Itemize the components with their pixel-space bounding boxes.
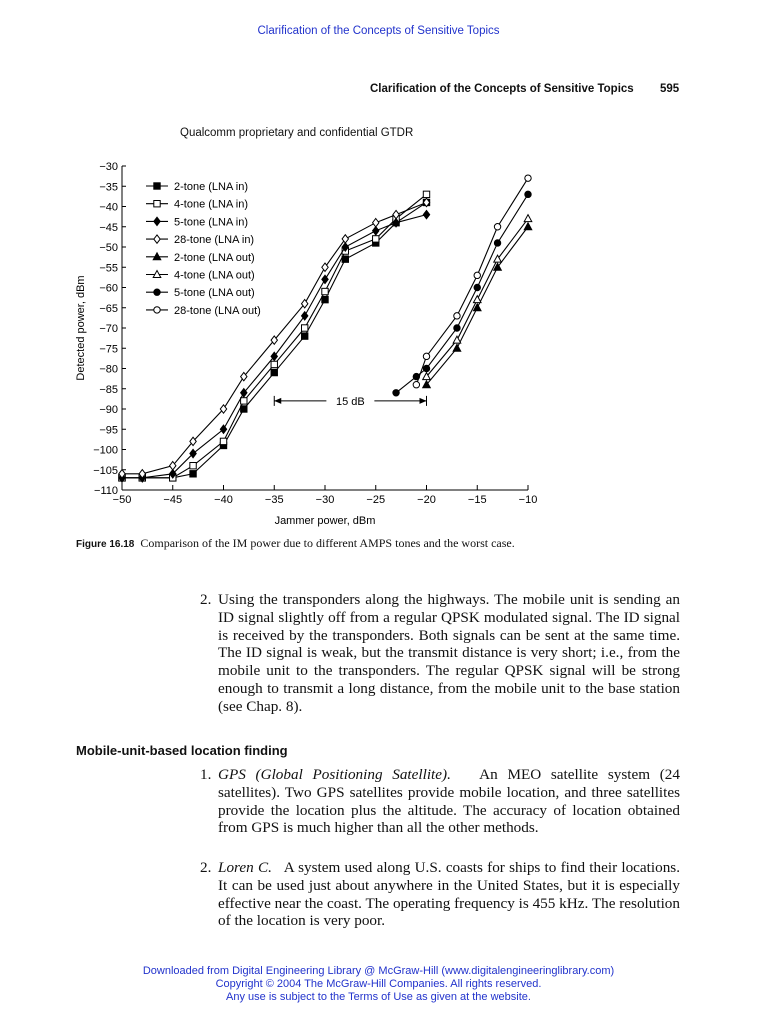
data-point-marker [474,284,480,290]
footer-terms[interactable]: Any use is subject to the Terms of Use as given at the website. [226,991,531,1003]
annotation-arrowhead [274,398,281,404]
data-point-marker [322,296,328,302]
list-item-term: Loren C. [218,859,272,876]
legend-label: 5-tone (LNA out) [174,287,255,300]
annotation-arrowhead [420,398,427,404]
series-28-tone-lna-in [119,198,430,478]
data-point-marker [524,215,532,222]
data-point-marker [154,235,160,243]
y-tick-label: −35 [99,181,118,194]
data-point-marker [423,191,429,197]
data-point-marker [241,406,247,412]
x-tick-label: −15 [467,494,487,506]
list-item-gps [200,766,680,837]
legend-label: 5-tone (LNA in) [174,216,248,229]
x-tick-label: −35 [264,494,284,506]
page-number: 595 [660,83,680,95]
running-title: Clarification of the Concepts of Sensitive Topics [370,83,634,95]
x-tick-label: −40 [214,494,233,506]
x-axis-label: Jammer power, dBm [274,515,376,527]
y-tick-label: −50 [99,242,118,254]
y-tick-label: −85 [99,383,118,396]
data-point-marker [154,217,160,225]
y-tick-label: −75 [99,343,118,356]
data-point-marker [373,236,379,242]
legend-label: 4-tone (LNA in) [174,198,248,211]
x-tick-label: −50 [112,494,132,506]
figure-caption-text: Comparison of the IM power due to different AMPS tones and the worst case. [140,536,515,550]
data-point-marker [190,471,196,477]
list-item-text: Using the transponders along the highways. The mobile unit is sending an ID signal slightly off from a regular QPSK modulated signal. The ID signal is received by the transponders. Both signals can be sent at the same time. The ID signal is weak, but the transmit distance is very short; i.e., from the mobile unit to the transponders. The regular QPSK signal will be strong enough to transmit a long distance, from the mobile unit to the base station (see Chap. 8). [218,591,680,715]
annotation-15db [274,396,426,408]
legend-label: 2-tone (LNA in) [174,181,248,193]
list-item-text: A system used along U.S. coasts for ships to find their locations. It can be used just about anywhere in the United States, but it is especially effective near the coast. The operating frequency is 455 kHz. The resolution of the location is very poor. [218,859,680,930]
series-5-tone-lna-out [393,191,531,396]
series-4-tone-lna-out [423,215,532,380]
list-item-transponders [200,591,680,716]
data-point-marker [154,307,160,313]
data-point-marker [524,223,532,230]
data-point-marker [473,296,481,303]
y-tick-label: −90 [99,404,118,416]
legend-label: 28-tone (LNA out) [174,304,261,317]
data-point-marker [220,438,226,444]
y-tick-label: −40 [99,201,118,214]
data-point-marker [423,353,429,359]
data-point-marker [423,210,429,218]
data-point-marker [342,256,348,262]
series-5-tone-lna-in [119,210,430,482]
y-tick-label: −105 [93,464,118,477]
y-tick-label: −55 [99,262,118,275]
y-tick-label: −45 [99,221,118,234]
x-tick-label: −45 [163,494,183,506]
data-point-marker [474,272,480,278]
data-point-marker [393,390,399,396]
y-axis-label: Detected power, dBm [75,275,87,381]
x-tick-label: −25 [366,494,386,506]
series-line [396,194,528,392]
data-point-marker [454,313,460,319]
footer-copyright: Copyright © 2004 The McGraw-Hill Companies. All rights reserved. [215,978,542,990]
data-point-marker [454,325,460,331]
legend-label: 2-tone (LNA out) [174,251,255,264]
x-tick-label: −20 [417,494,436,506]
data-point-marker [525,191,531,197]
series-line [122,215,427,478]
data-point-marker [241,398,247,404]
figure-watermark: Qualcomm proprietary and confidential GTDR [180,127,414,139]
data-point-marker [154,201,160,207]
data-point-marker [494,240,500,246]
figure-chart [0,150,757,535]
data-point-marker [525,175,531,181]
figure-label: Figure 16.18 [76,539,135,550]
series-line [416,178,528,385]
top-link[interactable]: Clarification of the Concepts of Sensitive Topics [257,25,500,37]
series-28-tone-lna-out [413,175,531,388]
y-tick-label: −60 [99,282,118,295]
y-tick-label: −95 [99,424,118,437]
data-point-marker [373,219,379,227]
data-point-marker [154,183,160,189]
list-item-number: 2. [200,591,212,608]
data-point-marker [154,289,160,295]
list-item-term: GPS (Global Positioning Satellite). [218,766,451,783]
legend-label: 28-tone (LNA in) [174,234,255,247]
x-tick-label: −30 [315,494,335,506]
section-heading: Mobile-unit-based location finding [76,743,288,758]
y-tick-label: −30 [99,161,118,173]
y-tick-label: −110 [94,485,118,497]
data-point-marker [494,224,500,230]
footer [0,965,757,1004]
y-tick-label: −65 [99,302,118,315]
list-item-number: 1. [200,766,212,783]
list-item-text: An MEO satellite system (24 satellites). Two GPS satellites provide mobile location, and three satellites provide the location plus the altitude. The accuracy of location obtained from GPS is much higher than all the other methods. [218,766,680,837]
data-point-marker [453,344,461,351]
annotation-label: 15 dB [336,395,365,408]
data-point-marker [302,333,308,339]
legend-label: 4-tone (LNA out) [174,269,255,282]
chart-legend [146,181,261,317]
data-point-marker [302,325,308,331]
y-tick-label: −100 [93,444,118,457]
list-item-loren [200,859,680,930]
data-point-marker [271,361,277,367]
data-point-marker [190,463,196,469]
figure-caption [76,536,540,552]
list-item-number: 2. [200,859,212,876]
data-point-marker [373,227,379,235]
data-point-marker [271,369,277,375]
series-2-tone-lna-out [423,223,532,388]
data-point-marker [453,336,461,343]
footer-download-link[interactable]: Downloaded from Digital Engineering Library @ McGraw-Hill (www.digitalengineeringlibrary.com) [142,965,615,977]
y-tick-label: −80 [99,363,118,376]
x-tick-label: −10 [518,494,538,506]
data-point-marker [413,382,419,388]
data-point-marker [322,288,328,294]
y-tick-label: −70 [99,323,118,335]
data-point-marker [423,365,429,371]
